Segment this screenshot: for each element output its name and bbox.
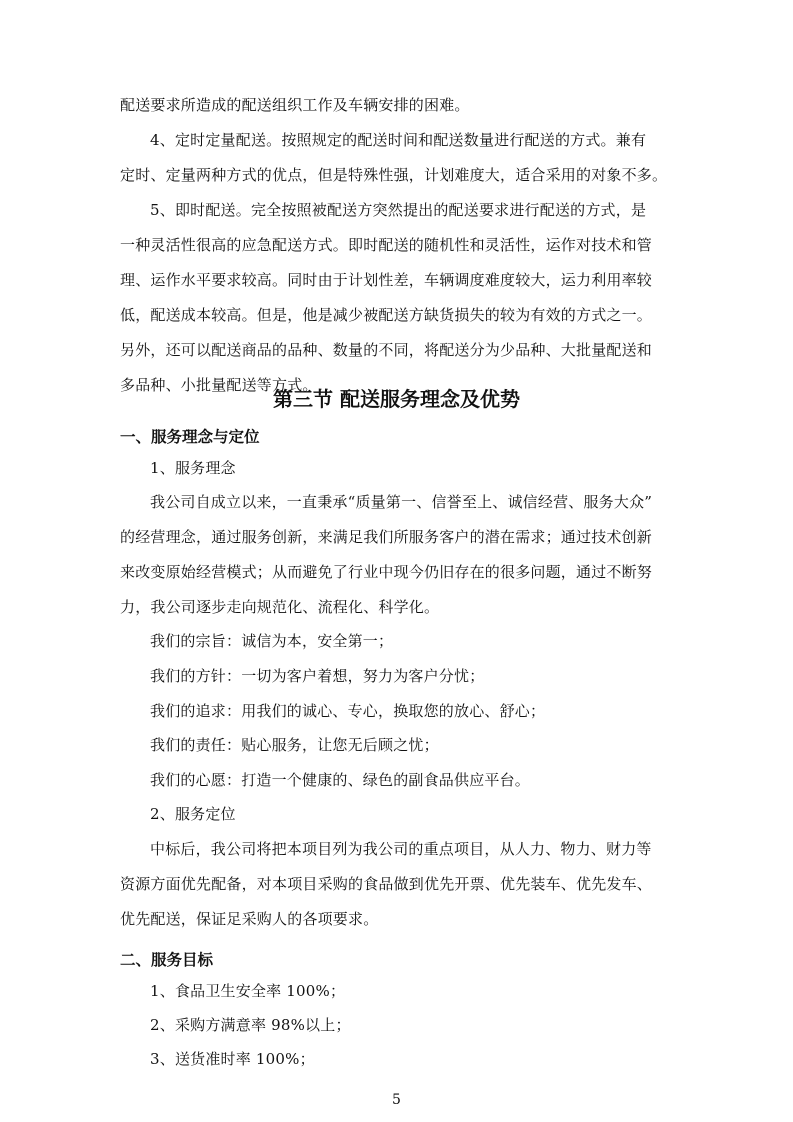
goal-item: 2、采购方满意率 98%以上；: [150, 1016, 351, 1034]
section-title: 第三节 配送服务理念及优势: [273, 387, 520, 411]
text-line: 5、即时配送。完全按照被配送方突然提出的配送要求进行配送的方式，是: [150, 201, 647, 219]
subheading-service-concept: 1、服务理念: [150, 459, 236, 477]
text-line: 低，配送成本较高。但是，他是减少被配送方缺货损失的较为有效的方式之一。: [120, 306, 653, 324]
motto-responsibility: 我们的责任：贴心服务，让您无后顾之忧；: [150, 736, 439, 754]
motto-pursuit: 我们的追求：用我们的诚心、专心，换取您的放心、舒心；: [150, 702, 546, 720]
paragraph-line: 我公司自成立以来，一直秉承“质量第一、信誉至上、诚信经营、服务大众”: [150, 493, 653, 511]
paragraph-line: 优先配送，保证足采购人的各项要求。: [120, 910, 379, 928]
heading-service-goals: 二、服务目标: [120, 951, 214, 969]
subheading-service-positioning: 2、服务定位: [150, 805, 236, 823]
paragraph-line: 力，我公司逐步走向规范化、流程化、科学化。: [120, 598, 440, 616]
text-line: 定时、定量两种方式的优点，但是特殊性强，计划难度大，适合采用的对象不多。: [120, 166, 668, 184]
paragraph-line: 的经营理念，通过服务创新，来满足我们所服务客户的潜在需求；通过技术创新: [120, 528, 653, 546]
motto-purpose: 我们的宗旨：诚信为本，安全第一；: [150, 632, 394, 650]
motto-policy: 我们的方针：一切为客户着想，努力为客户分忧；: [150, 667, 485, 685]
heading-service-philosophy: 一、服务理念与定位: [120, 428, 260, 446]
goal-item: 1、食品卫生安全率 100%；: [150, 982, 346, 1000]
paragraph-line: 中标后，我公司将把本项目列为我公司的重点项目，从人力、物力、财力等: [150, 840, 652, 858]
text-line: 另外，还可以配送商品的品种、数量的不同，将配送分为少品种、大批量配送和: [120, 341, 653, 359]
text-line: 理、运作水平要求较高。同时由于计划性差，车辆调度难度较大，运力利用率较: [120, 271, 653, 289]
goal-item: 3、送货准时率 100%；: [150, 1050, 315, 1068]
text-line: 一种灵活性很高的应急配送方式。即时配送的随机性和灵活性，运作对技术和管: [120, 236, 653, 254]
text-line: 4、定时定量配送。按照规定的配送时间和配送数量进行配送的方式。兼有: [150, 131, 647, 149]
motto-wish: 我们的心愿：打造一个健康的、绿色的副食品供应平台。: [150, 771, 531, 789]
page-number: 5: [392, 1092, 401, 1108]
paragraph-line: 来改变原始经营模式；从而避免了行业中现今仍旧存在的很多问题，通过不断努: [120, 563, 653, 581]
text-line: 配送要求所造成的配送组织工作及车辆安排的困难。: [120, 96, 470, 114]
paragraph-line: 资源方面优先配备，对本项目采购的食品做到优先开票、优先装车、优先发车、: [120, 875, 653, 893]
text-line: 多品种、小批量配送等方式。: [120, 376, 318, 394]
